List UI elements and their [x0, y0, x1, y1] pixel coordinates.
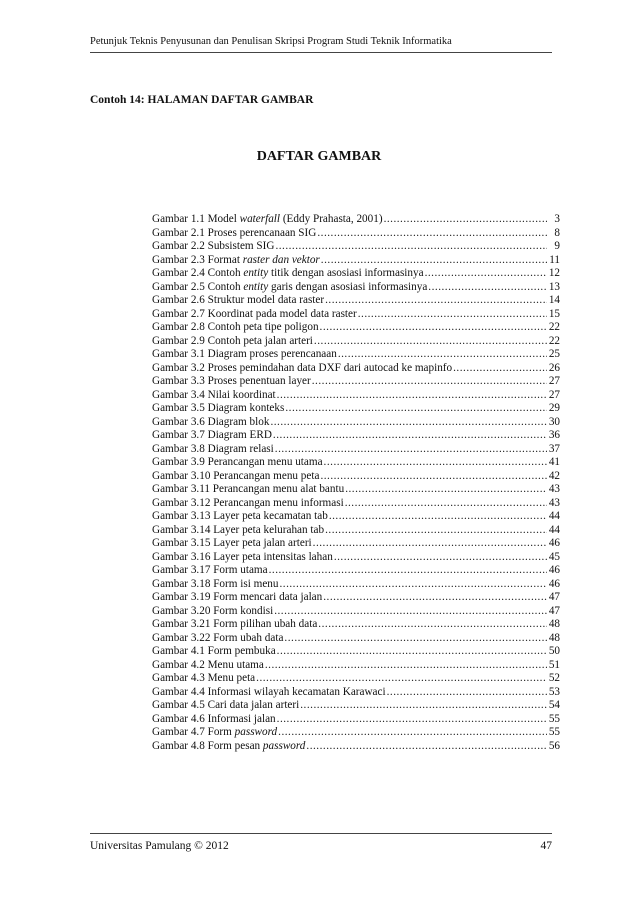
figure-caption: Gambar 3.20 Form kondisi	[152, 604, 274, 617]
dot-leader	[453, 362, 547, 376]
figure-page-number: 12	[548, 267, 560, 279]
dot-leader	[256, 672, 547, 686]
dot-leader	[320, 321, 547, 335]
figure-caption: Gambar 3.14 Layer peta kelurahan tab	[152, 523, 325, 536]
figure-list-item	[152, 375, 560, 389]
figure-caption: Gambar 2.1 Proses perencanaan SIG	[152, 226, 317, 239]
figure-caption: Gambar 3.13 Layer peta kecamatan tab	[152, 510, 328, 522]
dot-leader	[306, 740, 547, 754]
figure-list-item	[152, 740, 560, 754]
figure-caption: Gambar 2.3 Format raster dan vektor	[152, 253, 320, 266]
dot-leader	[323, 591, 547, 605]
figure-page-number: 46	[548, 537, 560, 549]
figure-list-item	[152, 483, 560, 497]
dot-leader	[321, 254, 547, 268]
figure-caption: Gambar 2.5 Contoh entity garis dengan asosiasi informasinya	[152, 280, 428, 293]
dot-leader	[278, 726, 547, 740]
figure-page-number: 55	[548, 712, 560, 725]
figure-caption: Gambar 4.2 Menu utama	[152, 658, 264, 671]
dot-leader	[269, 564, 547, 578]
figure-list-item	[152, 321, 560, 335]
figure-caption: Gambar 3.17 Form utama	[152, 564, 268, 576]
figure-caption: Gambar 3.4 Nilai koordinat	[152, 388, 276, 401]
figure-caption: Gambar 2.9 Contoh peta jalan arteri	[152, 334, 313, 347]
figure-page-number: 48	[548, 631, 560, 644]
figure-list-item	[152, 416, 560, 430]
figure-list-item	[152, 605, 560, 619]
figure-caption: Gambar 3.10 Perancangan menu peta	[152, 469, 320, 482]
figure-page-number: 51	[548, 658, 560, 671]
figure-page-number: 48	[548, 618, 560, 630]
dot-leader	[312, 375, 547, 389]
figure-caption: Gambar 3.18 Form isi menu	[152, 577, 279, 590]
figure-list-item	[152, 524, 560, 538]
figure-caption: Gambar 2.7 Koordinat pada model data raster	[152, 307, 357, 320]
figure-list-item	[152, 335, 560, 349]
figure-list-item	[152, 402, 560, 416]
figure-caption: Gambar 3.8 Diagram relasi	[152, 442, 274, 455]
page-number: 47	[540, 840, 552, 852]
figure-list-item	[152, 429, 560, 443]
figure-caption: Gambar 4.8 Form pesan password	[152, 739, 306, 752]
document-title: DAFTAR GAMBAR	[256, 149, 382, 164]
figure-list-item	[152, 713, 560, 727]
figure-page-number: 8	[554, 226, 560, 239]
figure-caption: Gambar 3.12 Perancangan menu informasi	[152, 496, 344, 509]
figure-caption: Gambar 3.1 Diagram proses perencanaan	[152, 348, 337, 360]
figure-list-item	[152, 470, 560, 484]
figure-list-item	[152, 632, 560, 646]
dot-leader	[314, 335, 547, 349]
figure-page-number: 54	[548, 699, 560, 711]
figure-page-number: 25	[548, 348, 560, 360]
dot-leader	[277, 389, 547, 403]
figure-caption: Gambar 3.11 Perancangan menu alat bantu	[152, 483, 345, 495]
figure-page-number: 15	[548, 307, 560, 320]
figure-list-item	[152, 389, 560, 403]
figure-list-item	[152, 254, 560, 268]
figure-page-number: 44	[548, 523, 560, 536]
running-header: Petunjuk Teknis Penyusunan dan Penulisan Skripsi Program Studi Teknik Informatika	[90, 36, 452, 47]
figure-list-item	[152, 672, 560, 686]
dot-leader	[275, 443, 547, 457]
figure-caption: Gambar 3.15 Layer peta jalan arteri	[152, 537, 312, 549]
figure-list-item	[152, 497, 560, 511]
figure-page-number: 3	[554, 213, 560, 225]
figure-list-item	[152, 551, 560, 565]
figure-list-item	[152, 213, 560, 227]
figure-page-number: 14	[548, 294, 560, 306]
dot-leader	[284, 632, 547, 646]
dot-leader	[345, 497, 547, 511]
figure-caption: Gambar 4.3 Menu peta	[152, 672, 256, 684]
figure-page-number: 27	[548, 375, 560, 387]
figure-page-number: 56	[548, 739, 560, 752]
figure-page-number: 13	[548, 280, 560, 293]
figure-page-number: 11	[549, 253, 560, 266]
figure-list-item	[152, 362, 560, 376]
figure-page-number: 29	[548, 402, 560, 414]
dot-leader	[285, 402, 547, 416]
dot-leader	[324, 456, 547, 470]
figure-list-item	[152, 537, 560, 551]
figure-list-item	[152, 645, 560, 659]
figure-page-number: 45	[548, 550, 560, 563]
figure-caption: Gambar 2.4 Contoh entity titik dengan asosiasi informasinya	[152, 267, 424, 279]
dot-leader	[384, 213, 547, 227]
figure-page-number: 26	[548, 361, 560, 374]
figure-caption: Gambar 3.19 Form mencari data jalan	[152, 591, 323, 603]
figure-list-item	[152, 564, 560, 578]
example-title: Contoh 14: HALAMAN DAFTAR GAMBAR	[90, 94, 314, 106]
dot-leader	[325, 294, 547, 308]
figure-caption: Gambar 2.8 Contoh peta tipe poligon	[152, 321, 319, 333]
figure-caption: Gambar 3.5 Diagram konteks	[152, 402, 285, 414]
figure-caption: Gambar 4.5 Cari data jalan arteri	[152, 699, 300, 711]
figure-list-item	[152, 240, 560, 254]
figure-page-number: 47	[548, 604, 560, 617]
figure-page-number: 27	[548, 388, 560, 401]
figure-caption: Gambar 3.9 Perancangan menu utama	[152, 456, 323, 468]
figure-list-item	[152, 578, 560, 592]
dot-leader	[265, 659, 547, 673]
footer-institution: Universitas Pamulang © 2012	[90, 840, 229, 852]
dot-leader	[317, 227, 547, 241]
figure-caption: Gambar 4.4 Informasi wilayah kecamatan Karawaci	[152, 685, 386, 698]
dot-leader	[275, 240, 547, 254]
figure-page-number: 50	[548, 645, 560, 657]
dot-leader	[358, 308, 547, 322]
figure-list-item	[152, 456, 560, 470]
dot-leader	[270, 416, 547, 430]
figure-caption: Gambar 4.7 Form password	[152, 726, 278, 738]
dot-leader	[318, 618, 547, 632]
figure-page-number: 52	[548, 672, 560, 684]
figure-list-item	[152, 618, 560, 632]
figure-page-number: 44	[548, 510, 560, 522]
dot-leader	[345, 483, 547, 497]
figure-caption: Gambar 2.2 Subsistem SIG	[152, 240, 275, 252]
figure-page-number: 46	[548, 564, 560, 576]
figure-page-number: 30	[548, 415, 560, 428]
dot-leader	[329, 510, 547, 524]
dot-leader	[334, 551, 547, 565]
figure-page-number: 55	[548, 726, 560, 738]
figure-list	[152, 213, 560, 753]
figure-page-number: 42	[548, 469, 560, 482]
figure-page-number: 53	[548, 685, 560, 698]
dot-leader	[320, 470, 547, 484]
figure-caption: Gambar 3.7 Diagram ERD	[152, 429, 272, 441]
dot-leader	[279, 578, 547, 592]
dot-leader	[425, 267, 547, 281]
figure-list-item	[152, 726, 560, 740]
figure-caption: Gambar 1.1 Model waterfall (Eddy Prahasta, 2001)	[152, 213, 383, 225]
figure-caption: Gambar 3.2 Proses pemindahan data DXF dari autocad ke mapinfo	[152, 361, 453, 374]
dot-leader	[428, 281, 547, 295]
figure-page-number: 47	[548, 591, 560, 603]
figure-page-number: 37	[548, 442, 560, 455]
figure-list-item	[152, 281, 560, 295]
figure-list-item	[152, 659, 560, 673]
dot-leader	[277, 645, 547, 659]
figure-caption: Gambar 3.3 Proses penentuan layer	[152, 375, 311, 387]
figure-list-item	[152, 591, 560, 605]
dot-leader	[273, 429, 547, 443]
figure-page-number: 43	[548, 483, 560, 495]
figure-caption: Gambar 4.1 Form pembuka	[152, 645, 276, 657]
figure-list-item	[152, 686, 560, 700]
footer-rule	[90, 833, 552, 834]
dot-leader	[277, 713, 547, 727]
figure-list-item	[152, 267, 560, 281]
figure-page-number: 36	[548, 429, 560, 441]
dot-leader	[387, 686, 547, 700]
figure-list-item	[152, 699, 560, 713]
figure-caption: Gambar 3.16 Layer peta intensitas lahan	[152, 550, 333, 563]
figure-caption: Gambar 2.6 Struktur model data raster	[152, 294, 325, 306]
dot-leader	[300, 699, 547, 713]
figure-page-number: 22	[548, 321, 560, 333]
figure-list-item	[152, 443, 560, 457]
figure-page-number: 22	[548, 334, 560, 347]
dot-leader	[325, 524, 547, 538]
figure-list-item	[152, 294, 560, 308]
figure-page-number: 41	[548, 456, 560, 468]
figure-list-item	[152, 348, 560, 362]
figure-caption: Gambar 3.21 Form pilihan ubah data	[152, 618, 318, 630]
figure-list-item	[152, 308, 560, 322]
figure-page-number: 46	[548, 577, 560, 590]
figure-caption: Gambar 3.6 Diagram blok	[152, 415, 270, 428]
figure-list-item	[152, 227, 560, 241]
figure-page-number: 43	[548, 496, 560, 509]
figure-page-number: 9	[554, 240, 560, 252]
figure-caption: Gambar 4.6 Informasi jalan	[152, 712, 276, 725]
dot-leader	[313, 537, 547, 551]
dot-leader	[338, 348, 547, 362]
header-rule	[90, 52, 552, 53]
figure-list-item	[152, 510, 560, 524]
figure-caption: Gambar 3.22 Form ubah data	[152, 631, 284, 644]
dot-leader	[274, 605, 547, 619]
